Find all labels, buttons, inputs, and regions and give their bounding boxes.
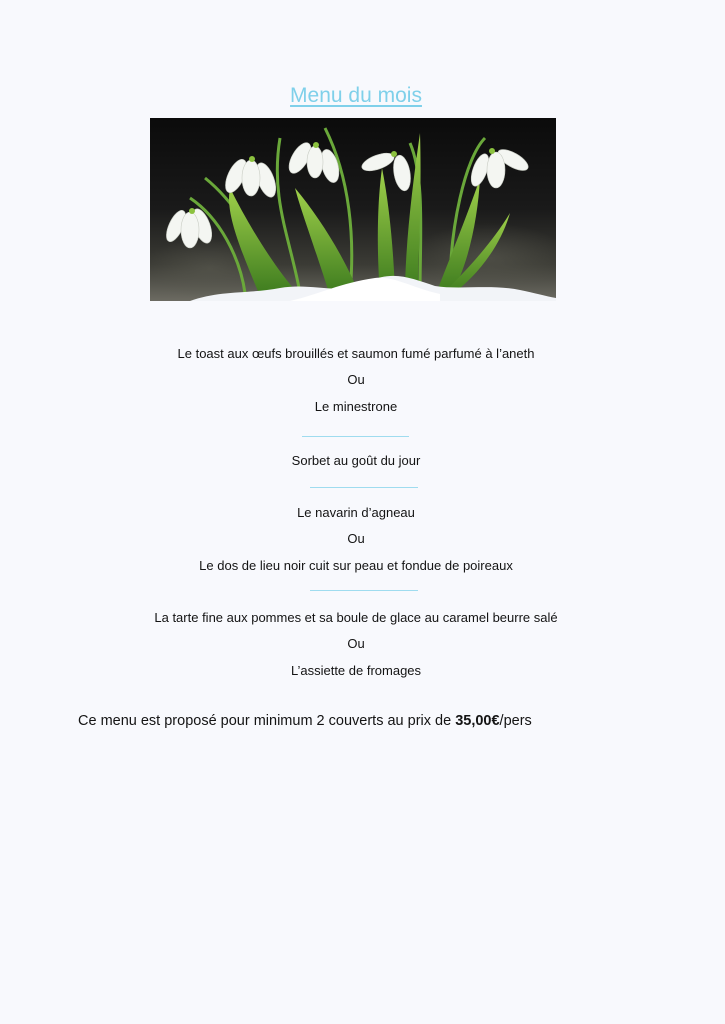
or-label: Ou: [347, 372, 365, 387]
price-amount: 35,00€: [455, 713, 500, 729]
separator: [310, 590, 418, 591]
separator: [302, 436, 409, 437]
or-label: Ou: [347, 531, 365, 546]
price-note-text: Ce menu est proposé pour minimum 2 couverts au prix de: [78, 713, 456, 729]
dessert-option-1: La tarte fine aux pommes et sa boule de glace au caramel beurre salé: [154, 610, 558, 625]
or-label: Ou: [347, 636, 365, 651]
page-title: Menu du mois: [290, 84, 422, 107]
snowdrop-photo: [150, 118, 556, 301]
intermediate-course: Sorbet au goût du jour: [291, 453, 421, 468]
main-option-1: Le navarin d’agneau: [297, 505, 415, 520]
price-note: [78, 713, 532, 729]
dessert-option-2: L’assiette de fromages: [290, 663, 422, 678]
price-suffix: /pers: [499, 713, 532, 729]
separator: [310, 487, 418, 488]
main-option-2: Le dos de lieu noir cuit sur peau et fondue de poireaux: [199, 558, 513, 573]
starter-option-1: Le toast aux œufs brouillés et saumon fumé parfumé à l’aneth: [177, 346, 535, 361]
starter-option-2: Le minestrone: [314, 399, 398, 414]
